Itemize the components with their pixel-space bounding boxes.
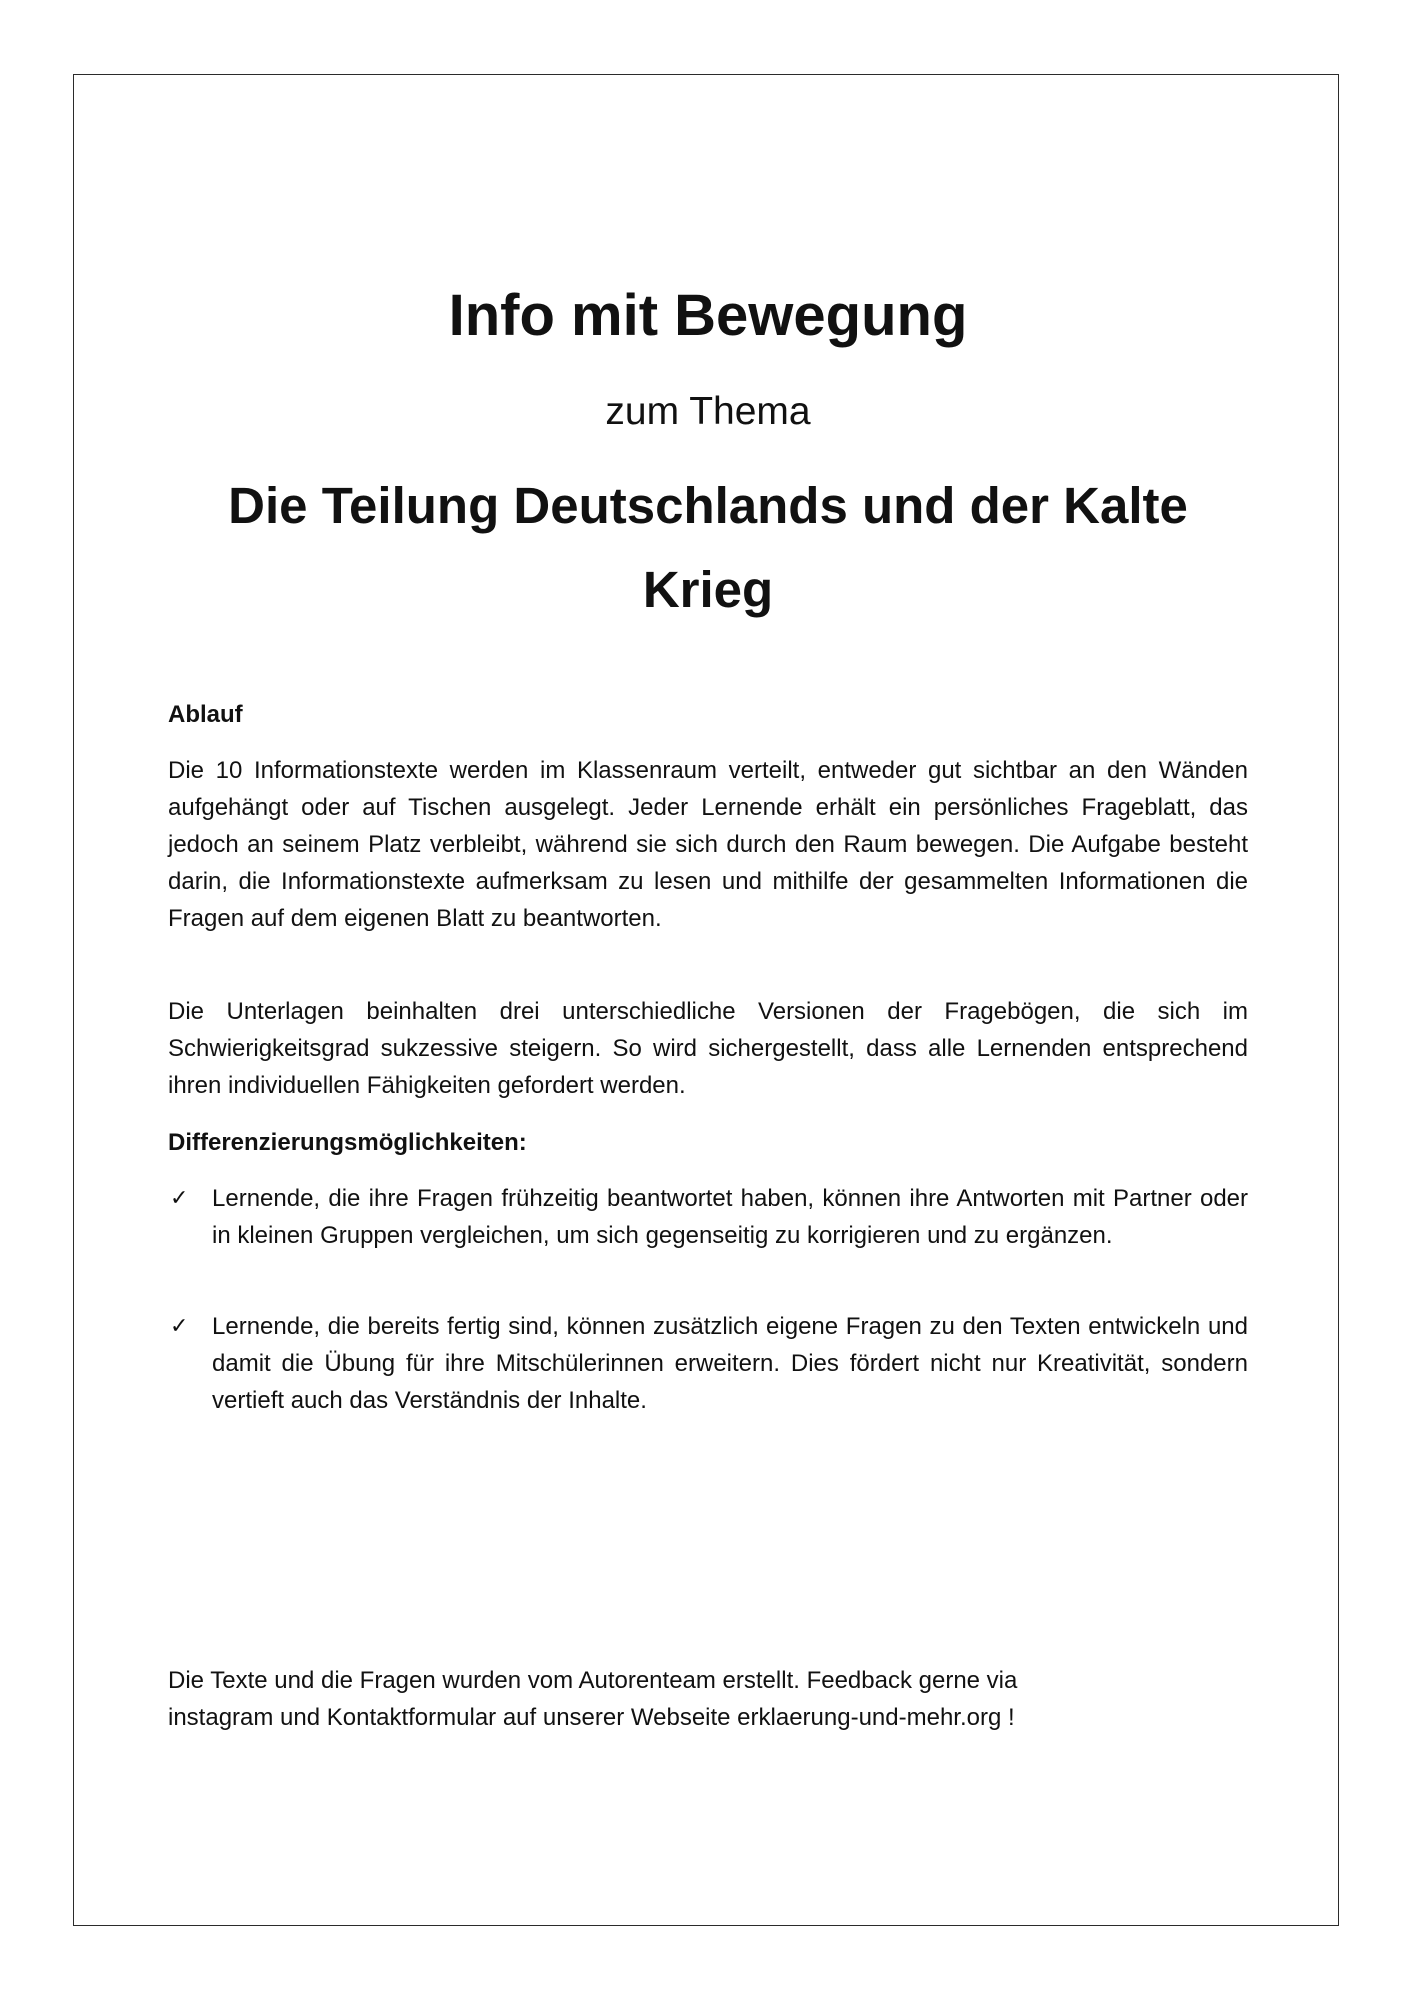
- list-item: [168, 1180, 1248, 1254]
- check-icon: ✓: [170, 1186, 189, 1211]
- list-item: [168, 1308, 1248, 1419]
- differenzierung-list-block-2: [168, 1308, 1248, 1419]
- differenzierung-heading: Differenzierungsmöglichkeiten:: [168, 1129, 527, 1156]
- footer-line: instagram und Kontaktformular auf unserer Webseite erklaerung-und-mehr.org !: [168, 1704, 1015, 1731]
- ablauf-paragraph-2-block: [168, 993, 1248, 1104]
- list-item-text: Lernende, die ihre Fragen frühzeitig beantwortet haben, können ihre Antworten mit Partner oder in kleinen Gruppen vergleichen, um sich gegenseitig zu korrigieren und zu ergänzen.: [212, 1185, 1248, 1249]
- differenzierung-list: [168, 1180, 1248, 1254]
- document-title: Info mit Bewegung: [448, 283, 968, 348]
- ablauf-heading: Ablauf: [168, 701, 243, 728]
- document-topic: Die Teilung Deutschlands und der Kalte Krieg: [228, 477, 1188, 618]
- check-icon: ✓: [170, 1314, 189, 1339]
- document-subtitle: zum Thema: [605, 390, 811, 433]
- ablauf-section: [168, 696, 1248, 733]
- differenzierung-list-block-1: [168, 1180, 1248, 1254]
- differenzierung-list: [168, 1308, 1248, 1419]
- list-item-text: Lernende, die bereits fertig sind, können zusätzlich eigene Fragen zu den Texten entwickeln und damit die Übung für ihre Mitschülerinnen erweitern. Dies fördert nicht nur Kreativität, sondern vertieft auch das Verständnis der Inhalte.: [212, 1313, 1248, 1414]
- differenzierung-heading-block: [168, 1124, 1248, 1161]
- ablauf-paragraph: Die Unterlagen beinhalten drei unterschiedliche Versionen der Fragebögen, die sich im Schwierigkeitsgrad sukzessive steigern. So wird sichergestellt, dass alle Lernenden entsprechend ihren individuellen Fähigkeiten gefordert werden.: [168, 998, 1248, 1099]
- ablauf-paragraph-1-block: [168, 752, 1248, 937]
- ablauf-paragraph: Die 10 Informationstexte werden im Klassenraum verteilt, entweder gut sichtbar an den Wänden aufgehängt oder auf Tischen ausgelegt. Jeder Lernende erhält ein persönliches Frageblatt, das jedoch an seinem Platz verbleibt, während sie sich durch den Raum bewegen. Die Aufgabe besteht darin, die Informationstexte aufmerksam zu lesen und mithilfe der gesammelten Informationen die Fragen auf dem eigenen Blatt zu beantworten.: [168, 757, 1248, 932]
- footer-line: Die Texte und die Fragen wurden vom Autorenteam erstellt. Feedback gerne via: [168, 1667, 1018, 1694]
- footer-note: [168, 1662, 1248, 1736]
